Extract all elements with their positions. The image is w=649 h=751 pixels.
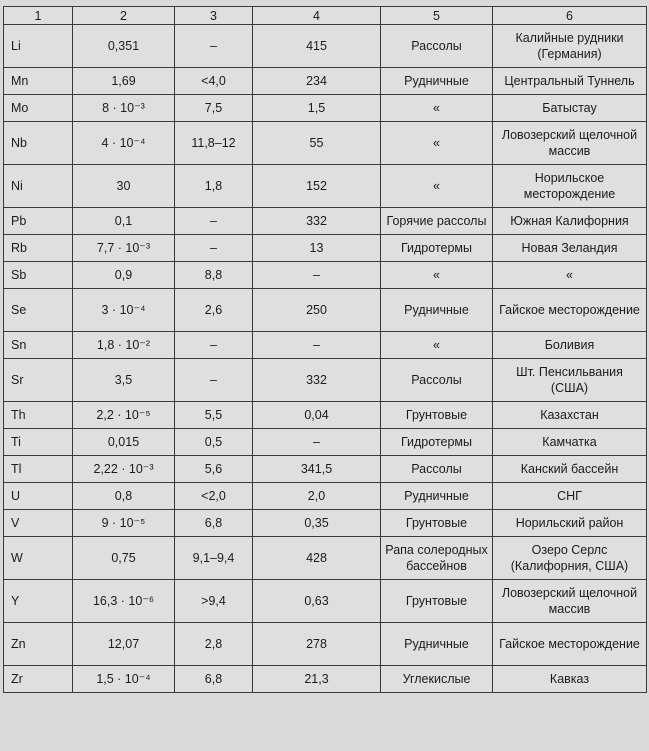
concentration-cell: 0,9 <box>73 262 175 289</box>
column-4-cell: 1,5 <box>253 95 381 122</box>
location-cell: Норильский район <box>493 510 647 537</box>
concentration-cell: 0,1 <box>73 208 175 235</box>
column-3-cell: 1,8 <box>175 165 253 208</box>
concentration-cell: 2,22 · 10⁻³ <box>73 456 175 483</box>
concentration-cell: 12,07 <box>73 623 175 666</box>
column-4-cell: – <box>253 429 381 456</box>
element-cell: Se <box>4 289 73 332</box>
location-cell: Канский бассейн <box>493 456 647 483</box>
element-cell: Zn <box>4 623 73 666</box>
water-type-cell: Рассолы <box>381 25 493 68</box>
element-cell: Pb <box>4 208 73 235</box>
element-cell: Tl <box>4 456 73 483</box>
table-row <box>4 122 647 165</box>
column-4-cell: 0,04 <box>253 402 381 429</box>
column-4-cell: 415 <box>253 25 381 68</box>
table-row <box>4 68 647 95</box>
concentration-cell: 1,8 · 10⁻² <box>73 332 175 359</box>
location-cell: Озеро Серлс (Калифорния, США) <box>493 537 647 580</box>
water-type-cell: « <box>381 122 493 165</box>
water-type-cell: « <box>381 332 493 359</box>
column-header: 2 <box>73 7 175 25</box>
location-cell: Южная Калифорния <box>493 208 647 235</box>
column-3-cell: 2,6 <box>175 289 253 332</box>
water-type-cell: Гидротермы <box>381 235 493 262</box>
column-3-cell: – <box>175 25 253 68</box>
header-row <box>4 7 647 25</box>
column-3-cell: 7,5 <box>175 95 253 122</box>
column-4-cell: 2,0 <box>253 483 381 510</box>
table-row <box>4 402 647 429</box>
location-cell: Батыстау <box>493 95 647 122</box>
element-cell: Zr <box>4 666 73 693</box>
concentration-cell: 1,5 · 10⁻⁴ <box>73 666 175 693</box>
column-4-cell: 21,3 <box>253 666 381 693</box>
column-3-cell: <4,0 <box>175 68 253 95</box>
water-type-cell: Рудничные <box>381 289 493 332</box>
table-row <box>4 165 647 208</box>
column-4-cell: 234 <box>253 68 381 95</box>
column-3-cell: 11,8–12 <box>175 122 253 165</box>
column-4-cell: 428 <box>253 537 381 580</box>
column-4-cell: – <box>253 332 381 359</box>
table-row <box>4 262 647 289</box>
water-type-cell: Горячие рассолы <box>381 208 493 235</box>
location-cell: Ловозерский щелочной массив <box>493 122 647 165</box>
element-cell: Sr <box>4 359 73 402</box>
location-cell: Центральный Туннель <box>493 68 647 95</box>
water-type-cell: Рудничные <box>381 68 493 95</box>
water-type-cell: Грунтовые <box>381 580 493 623</box>
concentration-cell: 1,69 <box>73 68 175 95</box>
column-header: 5 <box>381 7 493 25</box>
column-3-cell: 9,1–9,4 <box>175 537 253 580</box>
column-3-cell: 8,8 <box>175 262 253 289</box>
table-row <box>4 537 647 580</box>
element-cell: Th <box>4 402 73 429</box>
location-cell: Новая Зеландия <box>493 235 647 262</box>
element-cell: Ti <box>4 429 73 456</box>
element-cell: Li <box>4 25 73 68</box>
column-header: 1 <box>4 7 73 25</box>
water-type-cell: Рассолы <box>381 359 493 402</box>
table-row <box>4 483 647 510</box>
location-cell: Гайское месторождение <box>493 623 647 666</box>
water-type-cell: Рудничные <box>381 623 493 666</box>
concentration-cell: 0,015 <box>73 429 175 456</box>
column-header: 6 <box>493 7 647 25</box>
concentration-cell: 3 · 10⁻⁴ <box>73 289 175 332</box>
location-cell: Калийные рудники (Германия) <box>493 25 647 68</box>
element-cell: Nb <box>4 122 73 165</box>
table-row <box>4 580 647 623</box>
element-cell: Ni <box>4 165 73 208</box>
water-type-cell: Грунтовые <box>381 402 493 429</box>
element-cell: Sn <box>4 332 73 359</box>
location-cell: Шт. Пенсильвания (США) <box>493 359 647 402</box>
concentration-cell: 3,5 <box>73 359 175 402</box>
table-row <box>4 25 647 68</box>
location-cell: Норильское месторождение <box>493 165 647 208</box>
column-4-cell: 278 <box>253 623 381 666</box>
location-cell: СНГ <box>493 483 647 510</box>
column-3-cell: 5,5 <box>175 402 253 429</box>
column-4-cell: 152 <box>253 165 381 208</box>
water-type-cell: Гидротермы <box>381 429 493 456</box>
element-cell: W <box>4 537 73 580</box>
table-row <box>4 235 647 262</box>
concentration-cell: 8 · 10⁻³ <box>73 95 175 122</box>
water-type-cell: « <box>381 165 493 208</box>
column-4-cell: 0,63 <box>253 580 381 623</box>
element-cell: Rb <box>4 235 73 262</box>
table-body <box>4 25 647 693</box>
column-3-cell: – <box>175 208 253 235</box>
column-4-cell: 55 <box>253 122 381 165</box>
column-4-cell: 250 <box>253 289 381 332</box>
column-3-cell: 0,5 <box>175 429 253 456</box>
column-4-cell: 332 <box>253 359 381 402</box>
column-3-cell: 5,6 <box>175 456 253 483</box>
data-table <box>3 6 647 693</box>
location-cell: Кавказ <box>493 666 647 693</box>
column-4-cell: 0,35 <box>253 510 381 537</box>
column-3-cell: 2,8 <box>175 623 253 666</box>
element-cell: V <box>4 510 73 537</box>
column-3-cell: 6,8 <box>175 666 253 693</box>
table-row <box>4 456 647 483</box>
table-row <box>4 289 647 332</box>
column-3-cell: >9,4 <box>175 580 253 623</box>
water-type-cell: « <box>381 262 493 289</box>
location-cell: Казахстан <box>493 402 647 429</box>
table-row <box>4 429 647 456</box>
water-type-cell: Рассолы <box>381 456 493 483</box>
column-4-cell: – <box>253 262 381 289</box>
column-3-cell: – <box>175 332 253 359</box>
column-3-cell: – <box>175 359 253 402</box>
column-header: 3 <box>175 7 253 25</box>
concentration-cell: 0,8 <box>73 483 175 510</box>
table-row <box>4 332 647 359</box>
column-3-cell: 6,8 <box>175 510 253 537</box>
water-type-cell: Рудничные <box>381 483 493 510</box>
element-cell: Mn <box>4 68 73 95</box>
table-row <box>4 95 647 122</box>
column-3-cell: <2,0 <box>175 483 253 510</box>
location-cell: Гайское месторождение <box>493 289 647 332</box>
column-4-cell: 332 <box>253 208 381 235</box>
column-4-cell: 341,5 <box>253 456 381 483</box>
element-cell: U <box>4 483 73 510</box>
concentration-cell: 0,75 <box>73 537 175 580</box>
table-row <box>4 208 647 235</box>
water-type-cell: Грунтовые <box>381 510 493 537</box>
concentration-cell: 0,351 <box>73 25 175 68</box>
water-type-cell: Углекислые <box>381 666 493 693</box>
element-cell: Y <box>4 580 73 623</box>
element-cell: Mo <box>4 95 73 122</box>
location-cell: « <box>493 262 647 289</box>
element-cell: Sb <box>4 262 73 289</box>
table-row <box>4 359 647 402</box>
table-row <box>4 666 647 693</box>
location-cell: Ловозерский щелочной массив <box>493 580 647 623</box>
location-cell: Боливия <box>493 332 647 359</box>
water-type-cell: « <box>381 95 493 122</box>
table-row <box>4 623 647 666</box>
concentration-cell: 2,2 · 10⁻⁵ <box>73 402 175 429</box>
water-type-cell: Рапа солеродных бассейнов <box>381 537 493 580</box>
column-4-cell: 13 <box>253 235 381 262</box>
concentration-cell: 30 <box>73 165 175 208</box>
table-row <box>4 510 647 537</box>
column-header: 4 <box>253 7 381 25</box>
concentration-cell: 16,3 · 10⁻⁶ <box>73 580 175 623</box>
concentration-cell: 4 · 10⁻⁴ <box>73 122 175 165</box>
location-cell: Камчатка <box>493 429 647 456</box>
concentration-cell: 7,7 · 10⁻³ <box>73 235 175 262</box>
concentration-cell: 9 · 10⁻⁵ <box>73 510 175 537</box>
column-3-cell: – <box>175 235 253 262</box>
